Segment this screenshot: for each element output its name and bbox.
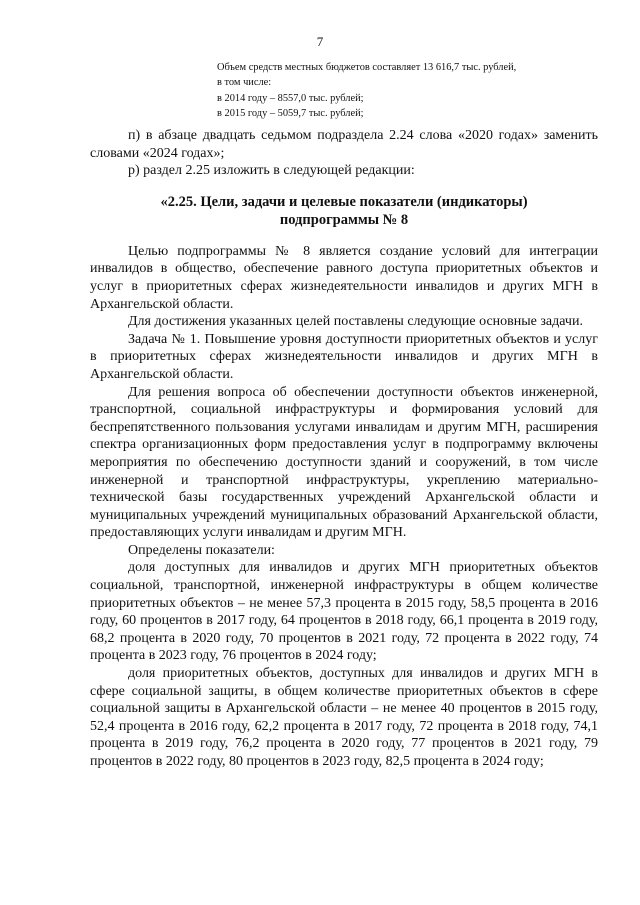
budget-note-line: в том числе: — [217, 77, 272, 89]
paragraph-indicator-1: доля доступных для инвалидов и других МГН приоритетных объектов социальной, транспортной, инженерной инфраструктуры в общем количестве приоритетных объектов – не менее 57,3 процента в 2015 году, 58,5 процента в 2016 году, 60 процентов в 2017 году, 64 процентов в 2018 году, 66,1 процента в 2019 году, 68,2 процента в 2020 году, 70 процентов в 2021 году, 72 процента в 2022 году, 74 процента в 2023 году, 76 процентов в 2024 году; — [90, 560, 598, 664]
budget-note-line: в 2014 году – 8557,0 тыс. рублей; — [217, 92, 364, 104]
paragraph-task-1: Задача № 1. Повышение уровня доступности приоритетных объектов и услуг в приоритетных сферах жизнедеятельности инвалидов и других МГН в Архангельской области. — [90, 331, 598, 382]
paragraph-tasks-intro: Для достижения указанных целей поставлены следующие основные задачи. — [128, 314, 583, 330]
budget-note-line: Объем средств местных бюджетов составляет 13 616,7 тыс. рублей, — [217, 62, 517, 73]
paragraph-indicator-2: доля приоритетных объектов, доступных для инвалидов и других МГН в сфере социальной защиты, в общем количестве приоритетных объектов в сфере социальной защиты в Архангельской области – не менее 40 процентов в 2015 году, 52,4 процента в 2016 году, 62,2 процента в 2017 году, 72 процента в 2018 году, 74,1 процента в 2019 году, 76,2 процента в 2020 году, 77 процентов в 2021 году, 79 процентов в 2022 году, 80 процентов в 2023 году, 82,5 процента в 2024 году; — [90, 666, 598, 769]
document-body — [90, 127, 598, 771]
section-heading-line: подпрограммы № 8 — [279, 211, 409, 228]
section-heading-line: «2.25. Цели, задачи и целевые показатели (индикаторы) — [160, 193, 528, 210]
page-number: 7 — [316, 34, 324, 49]
paragraph-item-r: р) раздел 2.25 изложить в следующей редакции: — [128, 163, 415, 179]
paragraph-measures: Для решения вопроса об обеспечении доступности объектов инженерной, транспортной, социальной инфраструктуры и формирования условий для беспрепятственного пользования услугами инвалидам и другим МГН, расширения спектра организационных форм предоставления услуг в подпрограмму включены мероприятия по обеспечению доступности зданий и сооружений, в том числе инженерной и транспортной инфраструктуры, укреплению материально-технической базы государственных учреждений Архангельской области и муниципальных учреждений муниципальных образований Архангельской области, предоставляющих услуги инвалидам и другим МГН. — [90, 384, 598, 541]
paragraph-goal: Целью подпрограммы № 8 является создание условий для интеграции инвалидов в общество, обеспечение равного доступа приоритетных объектов и услуг в приоритетных сферах жизнедеятельности инвалидов и других МГН в Архангельской области. — [90, 243, 598, 312]
paragraph-indicators-intro: Определены показатели: — [128, 542, 275, 558]
budget-note-line: в 2015 году – 5059,7 тыс. рублей; — [217, 107, 364, 119]
budget-note — [217, 60, 597, 121]
paragraph-item-p: п) в абзаце двадцать седьмом подраздела 2.24 слова «2020 годах» заменить словами «2024 годах»; — [90, 128, 598, 161]
section-heading — [90, 193, 598, 229]
